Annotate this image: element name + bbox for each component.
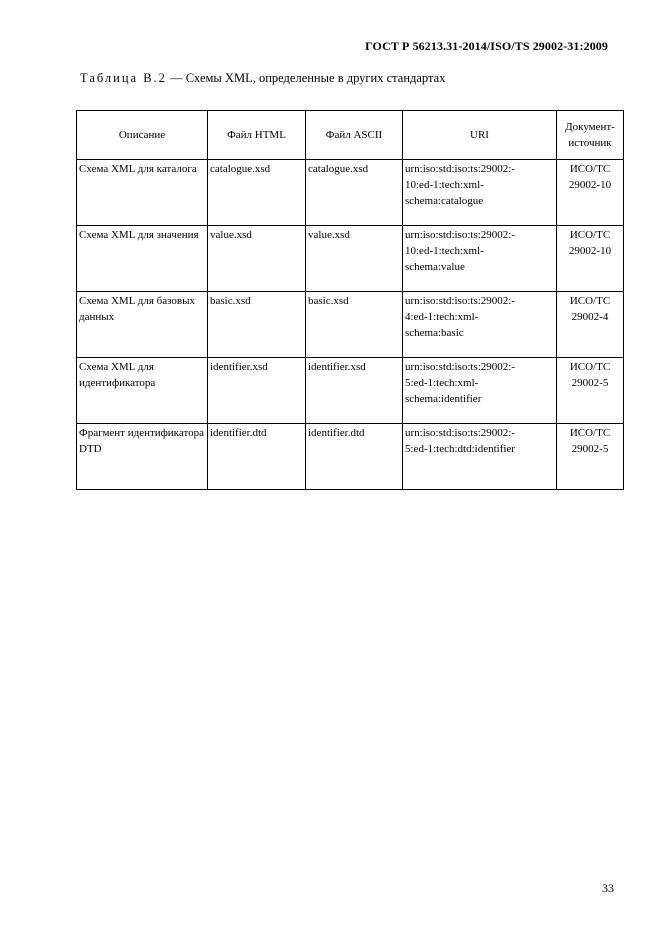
page-number: 33 xyxy=(602,881,614,895)
cell-description: Схема XML для значения xyxy=(77,226,208,292)
cell-uri: urn:iso:std:iso:ts:29002:- 10:ed-1:tech:xml- schema:catalogue xyxy=(403,160,557,226)
header-source-document: Документ-источник xyxy=(557,111,624,160)
cell-uri: urn:iso:std:iso:ts:29002:- 5:ed-1:tech:xml- schema:identifier xyxy=(403,358,557,424)
standard-designation: ГОСТ Р 56213.31-2014/ISO/TS 29002-31:2009 xyxy=(365,39,608,53)
cell-uri: urn:iso:std:iso:ts:29002:- 10:ed-1:tech:xml- schema:value xyxy=(403,226,557,292)
xml-schemas-table xyxy=(76,110,624,490)
cell-uri: urn:iso:std:iso:ts:29002:- 5:ed-1:tech:dtd:identifier xyxy=(403,424,557,490)
table-row xyxy=(77,226,624,292)
cell-html-file: value.xsd xyxy=(208,226,306,292)
cell-uri: urn:iso:std:iso:ts:29002:- 4:ed-1:tech:xml- schema:basic xyxy=(403,292,557,358)
cell-description: Схема XML для базовых данных xyxy=(77,292,208,358)
cell-html-file: identifier.xsd xyxy=(208,358,306,424)
cell-ascii-file: identifier.dtd xyxy=(306,424,403,490)
table-header-row xyxy=(77,111,624,160)
cell-ascii-file: value.xsd xyxy=(306,226,403,292)
cell-source-document: ИСО/ТС 29002-4 xyxy=(557,292,624,358)
cell-source-document: ИСО/ТС 29002-10 xyxy=(557,226,624,292)
cell-html-file: basic.xsd xyxy=(208,292,306,358)
cell-description: Схема XML для каталога xyxy=(77,160,208,226)
header-uri: URI xyxy=(403,111,557,160)
table-caption-label: Таблица В.2 xyxy=(80,71,167,85)
cell-ascii-file: basic.xsd xyxy=(306,292,403,358)
cell-source-document: ИСО/ТС 29002-5 xyxy=(557,358,624,424)
cell-ascii-file: identifier.xsd xyxy=(306,358,403,424)
table-row xyxy=(77,160,624,226)
cell-description: Фрагмент идентификатора DTD xyxy=(77,424,208,490)
cell-description: Схема XML для идентификатора xyxy=(77,358,208,424)
cell-source-document: ИСО/ТС 29002-10 xyxy=(557,160,624,226)
header-html-file: Файл HTML xyxy=(208,111,306,160)
cell-source-document: ИСО/ТС 29002-5 xyxy=(557,424,624,490)
header-ascii-file: Файл ASCII xyxy=(306,111,403,160)
table-caption xyxy=(80,71,445,86)
cell-ascii-file: catalogue.xsd xyxy=(306,160,403,226)
table-caption-title: — Схемы XML, определенные в других стандартах xyxy=(166,71,446,85)
header-description: Описание xyxy=(77,111,208,160)
table-row xyxy=(77,424,624,490)
cell-html-file: identifier.dtd xyxy=(208,424,306,490)
cell-html-file: catalogue.xsd xyxy=(208,160,306,226)
table-row xyxy=(77,292,624,358)
table-row xyxy=(77,358,624,424)
